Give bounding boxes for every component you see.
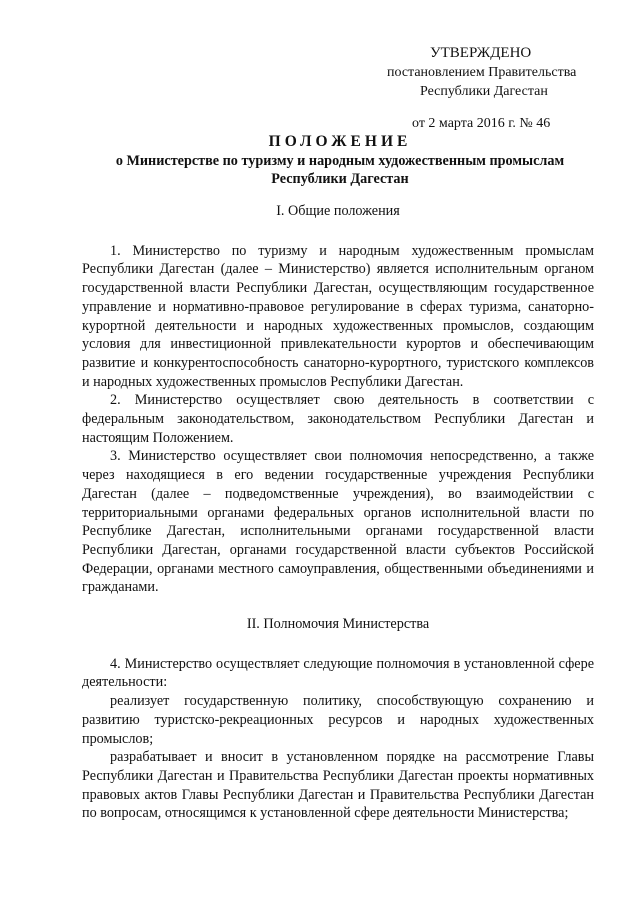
paragraph: 2. Министерство осуществляет свою деятельность в соответствии с федеральным законодательством, законодательством Республики Дагестан и настоящим Положением. [82,392,594,446]
paragraph: 1. Министерство по туризму и народным художественным промыслам Республики Дагестан (далее – Министерство) является исполнительным органом государственной власти Республики Дагестан, осуществляющим государственное управление и нормативно-правовое регулирование в сферах туризма, санаторно-курортной деятельности и народных художественных промыслов, создающим условия для инвестиционной привлекательности курортов и обеспечивающим развитие и конкурентоспособность санаторно-курортного, туристского комплексов и народных художественных промыслов Республики Дагестан. [82,242,594,390]
approval-line-republic: Республики Дагестан [420,84,548,99]
document-subtitle-line2: Республики Дагестан [271,171,409,187]
approval-date: от 2 марта 2016 г. № 46 [412,116,551,131]
paragraph: реализует государственную политику, способствующую сохранению и развитию туристско-рекреационных ресурсов и народных художественных промыслов; [82,693,594,747]
document-body [82,200,594,823]
approval-stamp [372,44,612,133]
paragraph: 4. Министерство осуществляет следующие полномочия в установленной сфере деятельности: [82,655,594,691]
approval-title: УТВЕРЖДЕНО [430,45,532,61]
paragraph: 3. Министерство осуществляет свои полномочия непосредственно, а также через находящиеся в его ведении государственные учреждения Республики Дагестан (далее – подведомственные учреждения), во взаимодействии с территориальными органами федеральных органов исполнительной власти по Республике Дагестан, исполнительными органами государственной власти Республики Дагестан, органами государственной власти субъектов Российской Федерации, органами местного самоуправления, общественными объединениями и гражданами. [82,448,594,596]
document-subtitle-line1: о Министерстве по туризму и народным художественным промыслам [115,153,565,169]
section-heading-powers: II. Полномочия Министерства [246,616,430,633]
document-title-block [60,132,620,188]
approval-line-resolution: постановлением Правительства [387,65,577,80]
document-title: ПОЛОЖЕНИЕ [268,133,412,150]
paragraph: разрабатывает и вносит в установленном порядке на рассмотрение Главы Республики Дагестан и Правительства Республики Дагестан проекты нормативных правовых актов Главы Республики Дагестан и Правительства Республики Дагестан по вопросам, относящимся к установленной сфере деятельности Министерства; [82,749,594,822]
section-heading-general: I. Общие положения [276,203,400,219]
